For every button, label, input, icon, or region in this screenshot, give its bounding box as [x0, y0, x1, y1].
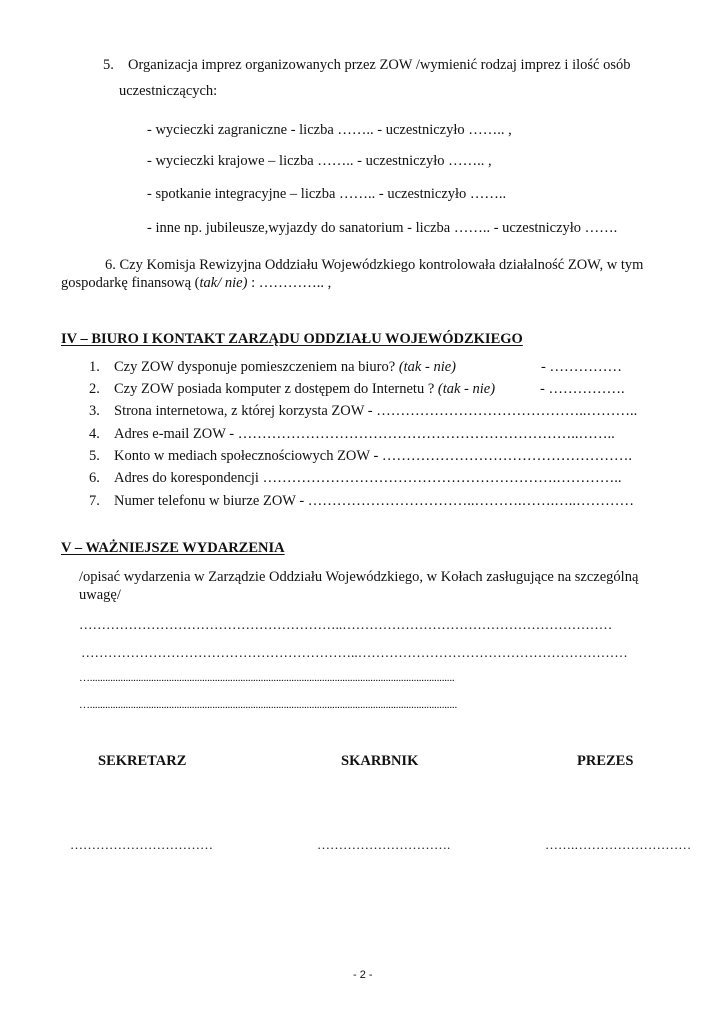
iv-item-number: 1.	[89, 359, 100, 375]
iv-item-text: Czy ZOW posiada komputer z dostępem do Internetu ?	[114, 381, 438, 397]
iv-item-yes-no: (tak - nie)	[437, 381, 496, 397]
iv-item-text: Adres do korespondencji …………………………………………………….…………..	[114, 470, 622, 486]
iv-item-computer	[89, 381, 495, 398]
iv-item-website	[89, 403, 637, 420]
iv-item-correspondence-address	[89, 470, 621, 487]
section-v-heading: V – WAŻNIEJSZE WYDARZENIA	[61, 540, 285, 556]
iv-item-text: Numer telefonu w biurze ZOW - ……………………………..……….…….…..…………	[114, 493, 635, 509]
section-iv-heading: IV – BIURO I KONTAKT ZARZĄDU ODDZIAŁU WOJEWÓDZKIEGO	[61, 331, 523, 347]
iv-item-yes-no: (tak - nie)	[398, 359, 456, 375]
iv-item-number: 3.	[89, 403, 100, 419]
signature-line-president: …….………………………	[545, 837, 692, 852]
iv-item-office-answer: - ……………	[541, 359, 622, 375]
iv-item-number: 7.	[89, 493, 100, 509]
q5-text-line1: Organizacja imprez organizowanych przez ZOW /wymienić rodzaj imprez i ilość osób	[128, 57, 631, 73]
signature-title-treasurer: SKARBNIK	[341, 753, 419, 769]
signature-title-president: PREZES	[577, 753, 634, 769]
q5-text-line2: uczestniczących:	[119, 83, 218, 99]
iv-item-text: Konto w mediach społecznościowych ZOW - …………………………………………….	[114, 448, 633, 464]
q5-number: 5.	[103, 57, 114, 73]
iv-item-phone	[89, 493, 634, 510]
q6-line2	[61, 275, 331, 292]
iv-item-text: Adres e-mail ZOW - ……………………………………………………………..……..	[114, 426, 615, 442]
iv-item-number: 5.	[89, 448, 100, 464]
signature-line-secretary: ……………………………	[70, 837, 213, 852]
event-dotted-line: …................................................................................................................................................	[79, 699, 458, 711]
q5-item-domestic-trips: - wycieczki krajowe – liczba …….. - uczestniczyło …….. ,	[147, 153, 492, 169]
q5-item-foreign-trips: - wycieczki zagraniczne - liczba …….. - uczestniczyło …….. ,	[147, 122, 512, 138]
q6-line1: 6. Czy Komisja Rewizyjna Oddziału Wojewódzkiego kontrolowała działalność ZOW, w tym	[105, 257, 644, 273]
signature-line-treasurer: ………………………….	[317, 837, 451, 852]
iv-item-text: Czy ZOW dysponuje pomieszczeniem na biuro?	[114, 359, 399, 375]
event-dotted-line: ……………………………………………………..……………………………………………………	[81, 645, 628, 660]
page-number: - 2 -	[353, 969, 373, 981]
iv-item-number: 4.	[89, 426, 100, 442]
q6-line2-suffix: : ………….. ,	[247, 275, 332, 291]
q6-line2-italic: tak/ nie)	[199, 275, 248, 291]
section-v-desc-line2: uwagę/	[79, 587, 121, 603]
iv-item-number: 6.	[89, 470, 100, 486]
q5-item-other-events: - inne np. jubileusze,wyjazdy do sanatorium - liczba …….. - uczestniczyło …….	[147, 220, 618, 236]
iv-item-office	[89, 359, 456, 376]
q5-item-integration-meeting: - spotkanie integracyjne – liczba …….. - uczestniczyło ……..	[147, 186, 507, 202]
signature-title-secretary: SEKRETARZ	[98, 753, 187, 769]
section-v-desc-line1: /opisać wydarzenia w Zarządzie Oddziału Wojewódzkiego, w Kołach zasługujące na szczególną	[79, 569, 639, 585]
iv-item-email	[89, 426, 615, 443]
event-dotted-line: …………………………………………………..……………………………………………………	[79, 617, 613, 632]
q6-line2-prefix: gospodarkę finansową (	[61, 275, 200, 291]
iv-item-text: Strona internetowa, z której korzysta ZOW - ……………………………………..………..	[114, 403, 638, 419]
event-dotted-line: …...............................................................................................................................................	[79, 672, 455, 684]
iv-item-computer-answer: - …………….	[540, 381, 625, 397]
iv-item-social-media	[89, 448, 632, 465]
iv-item-number: 2.	[89, 381, 100, 397]
